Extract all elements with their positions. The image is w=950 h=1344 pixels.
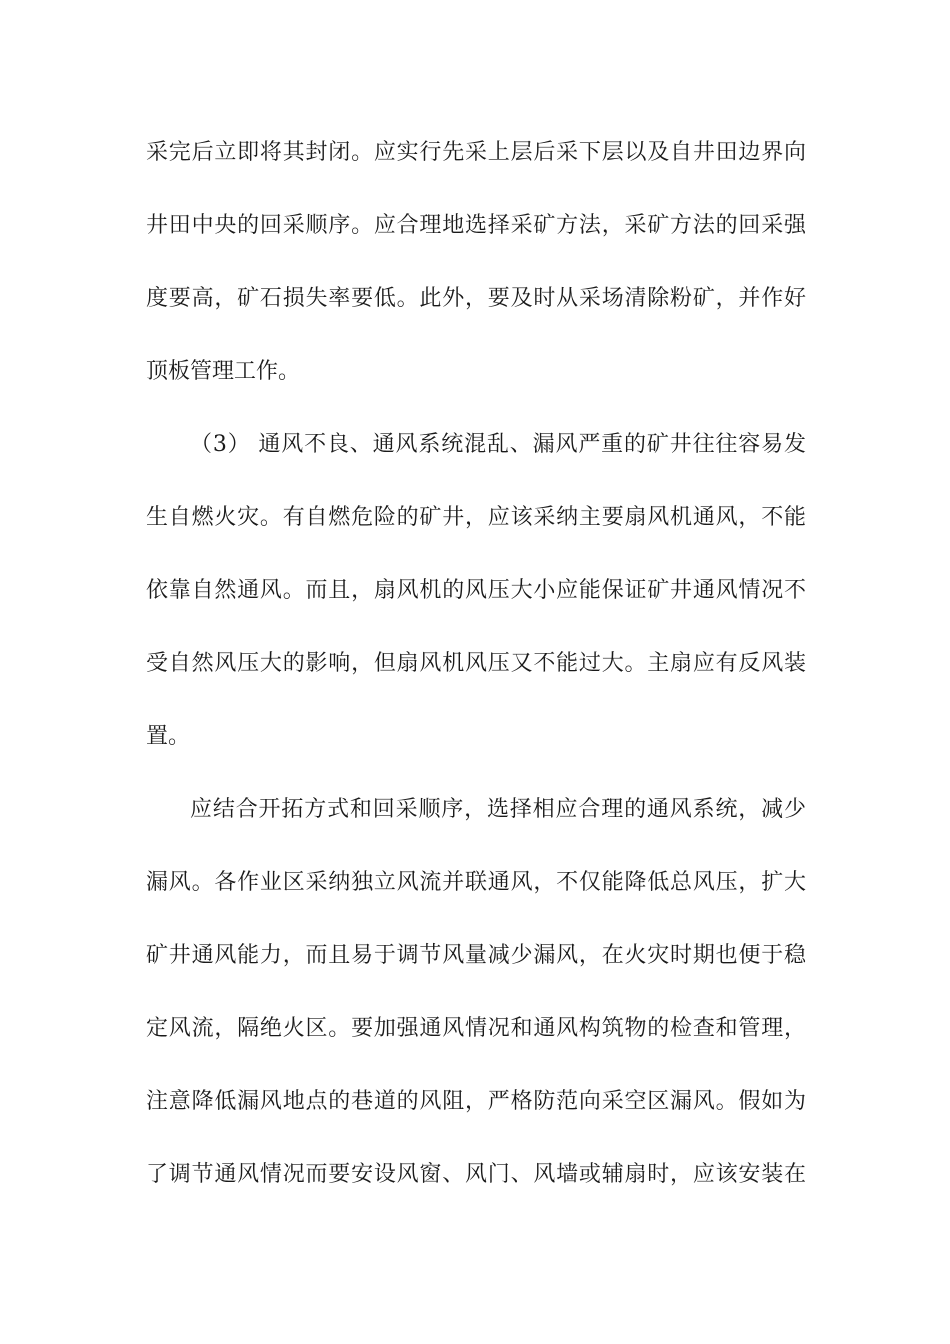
paragraph-line: 受自然风压大的影响，但扇风机风压又不能过大。主扇应有反风装 bbox=[146, 651, 806, 676]
paragraph-line: 采完后立即将其封闭。应实行先采上层后采下层以及自井田边界向 bbox=[146, 140, 806, 165]
paragraph-line: 定风流，隔绝火区。要加强通风情况和通风构筑物的检查和管理， bbox=[146, 1016, 806, 1041]
paragraph-line: 应结合开拓方式和回采顺序，选择相应合理的通风系统，减少 bbox=[190, 797, 806, 822]
paragraph-line: 生自燃火灾。有自燃危险的矿井，应该采纳主要扇风机通风，不能 bbox=[146, 505, 806, 530]
paragraph-line: 顶板管理工作。 bbox=[146, 359, 301, 384]
paragraph-line: 矿井通风能力，而且易于调节风量减少漏风，在火灾时期也便于稳 bbox=[146, 943, 806, 968]
paragraph-line: 依靠自然通风。而且，扇风机的风压大小应能保证矿井通风情况不 bbox=[146, 578, 806, 603]
paragraph-line: 注意降低漏风地点的巷道的风阻，严格防范向采空区漏风。假如为 bbox=[146, 1089, 806, 1114]
paragraph-line: 井田中央的回采顺序。应合理地选择采矿方法，采矿方法的回采强 bbox=[146, 213, 806, 238]
paragraph-line: 置。 bbox=[146, 724, 191, 749]
paragraph-line: （3） 通风不良、通风系统混乱、漏风严重的矿井往往容易发 bbox=[190, 432, 806, 457]
paragraph-line: 了调节通风情况而要安设风窗、风门、风墙或辅扇时，应该安装在 bbox=[146, 1162, 806, 1187]
paragraph-line: 漏风。各作业区采纳独立风流并联通风，不仅能降低总风压，扩大 bbox=[146, 870, 806, 895]
paragraph-line: 度要高，矿石损失率要低。此外，要及时从采场清除粉矿，并作好 bbox=[146, 286, 806, 311]
